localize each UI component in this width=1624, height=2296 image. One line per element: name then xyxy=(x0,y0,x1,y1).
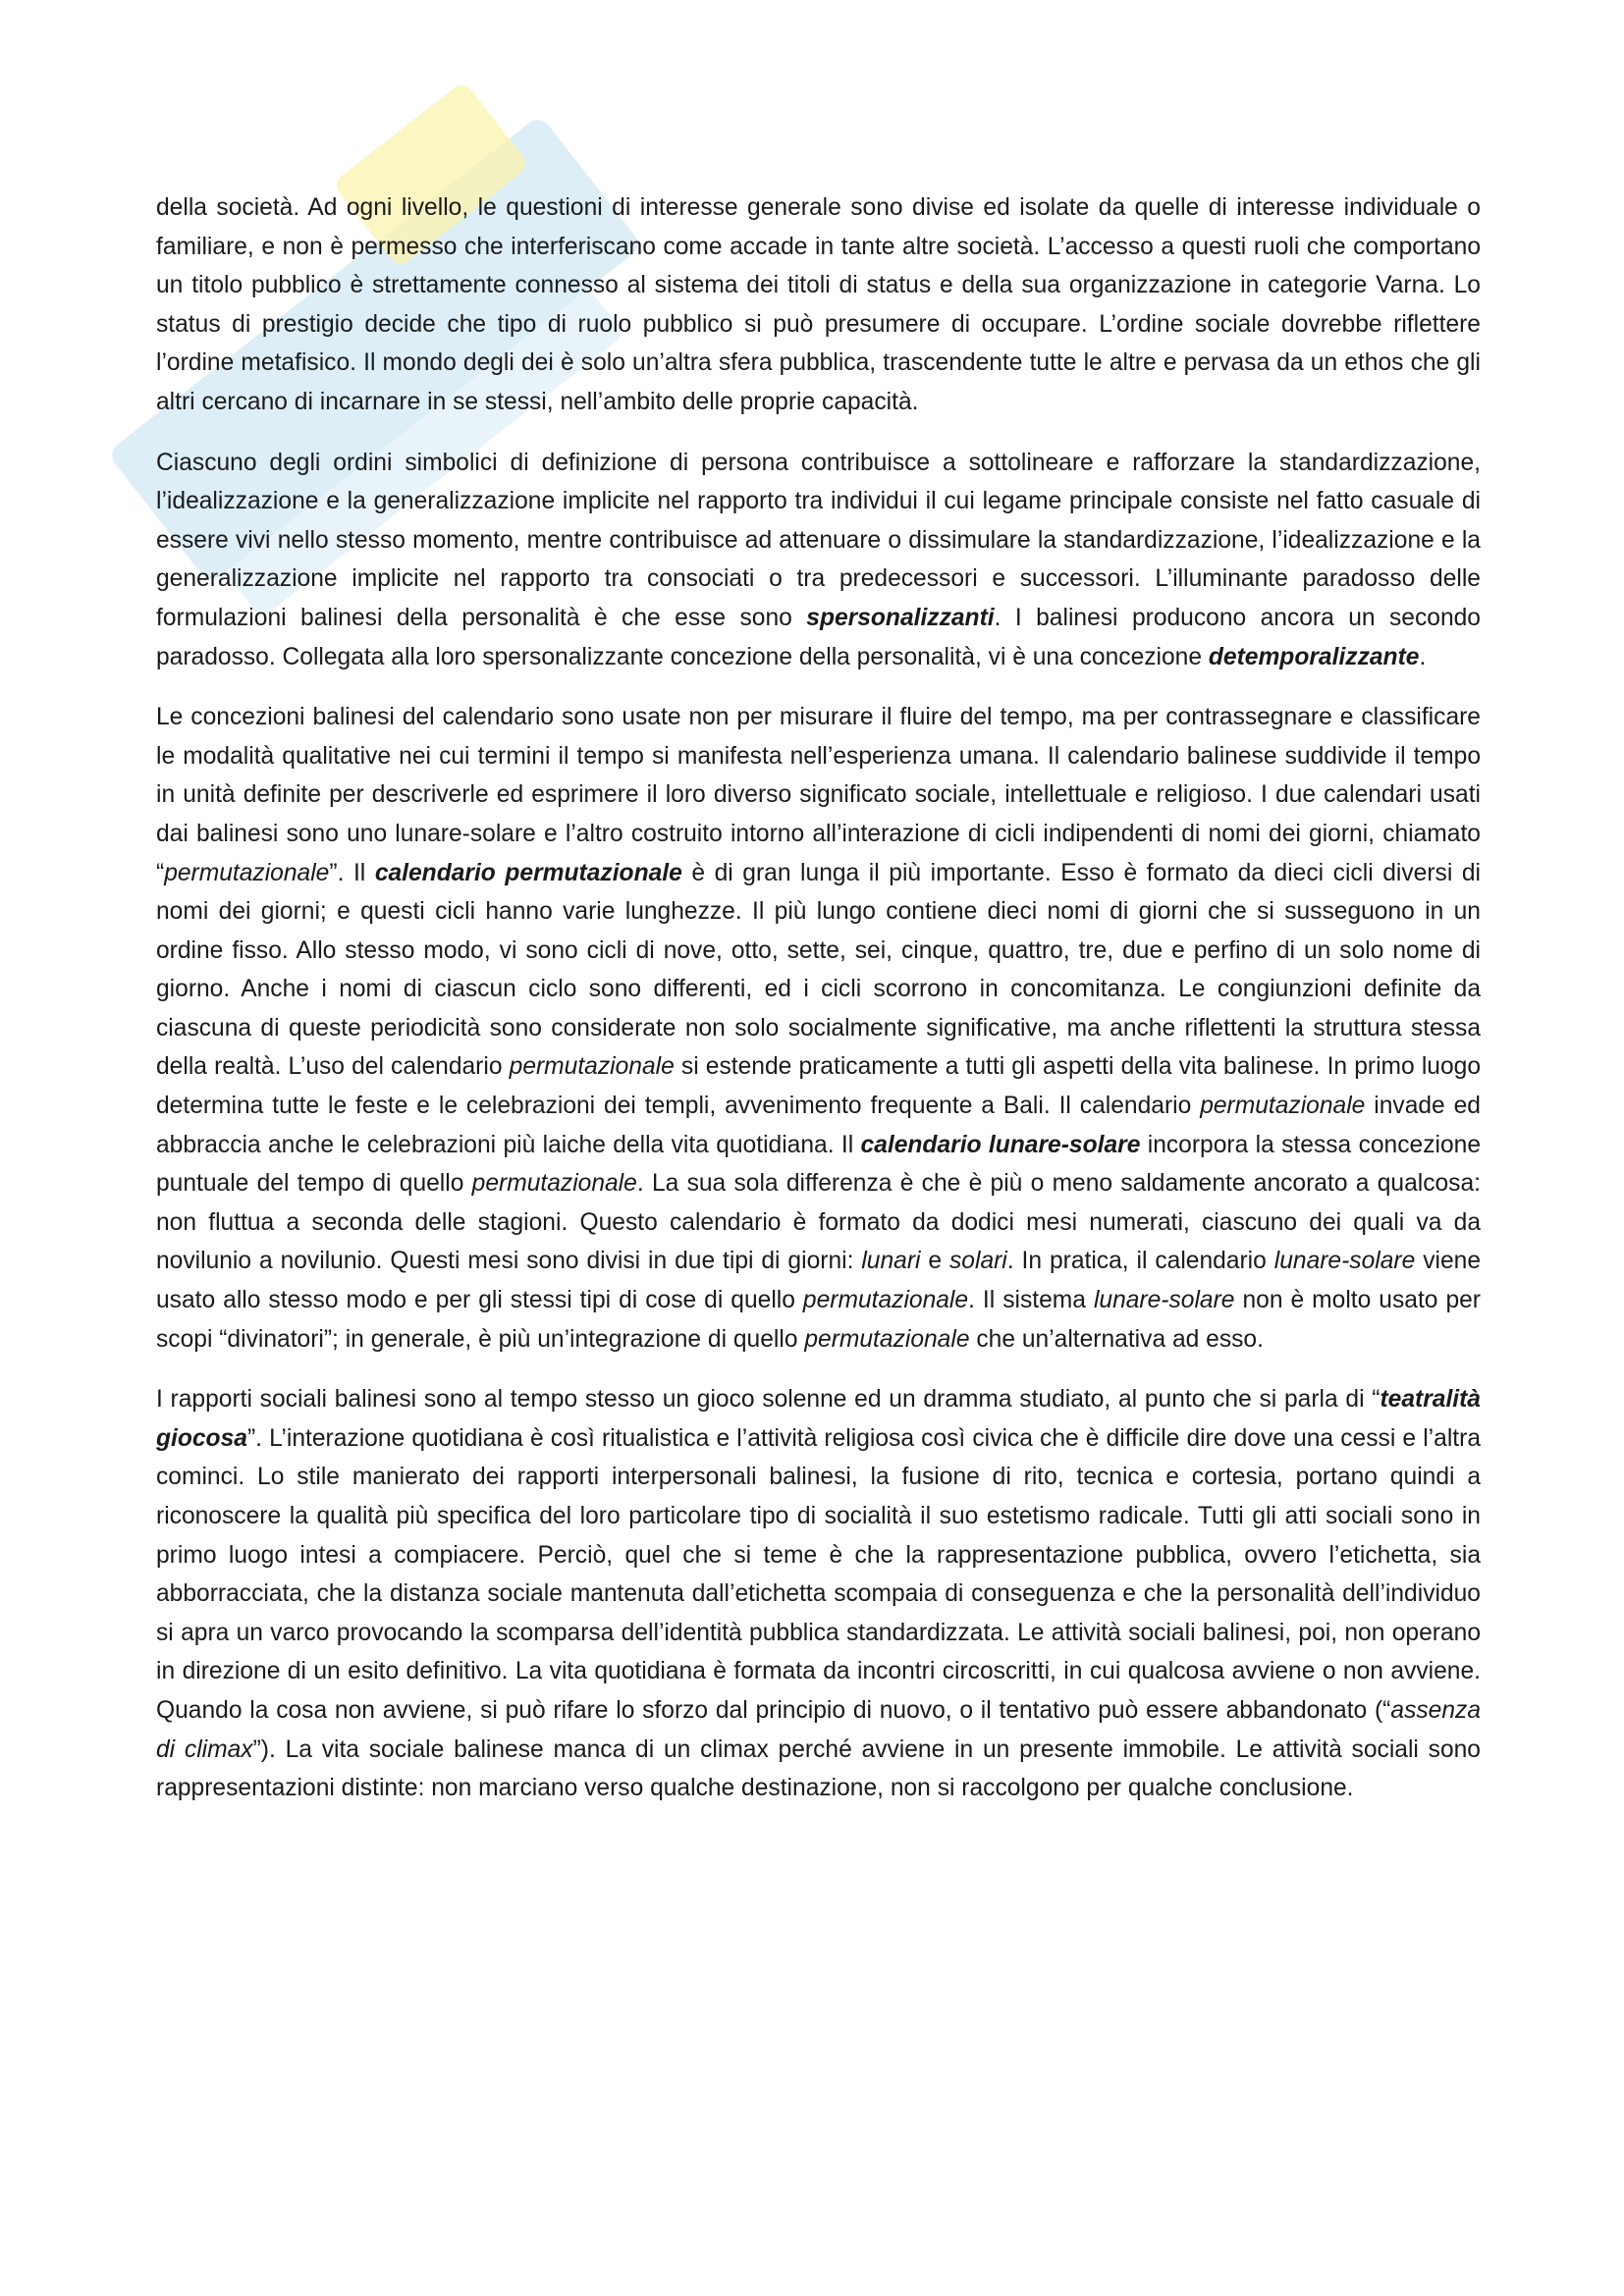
text-run: ”). La vita sociale balinese manca di un climax perché avviene in un presente immobile. Le attività sociali sono rappresentazioni distinte: non marciano verso qualche destinazione, non si raccolgono per qualche conclusione. xyxy=(156,1735,1481,1802)
italic-term: assenza di climax xyxy=(156,1696,1481,1763)
paragraph xyxy=(156,444,1481,677)
emphasized-term: spersonalizzanti xyxy=(806,604,995,631)
text-run: e xyxy=(920,1248,949,1275)
italic-term: permutazionale xyxy=(802,1287,969,1314)
text-run: della società. Ad ogni livello, le questioni di interesse generale sono divise ed isolate da quelle di interesse individuale o familiare, e non è permesso che interferiscano come accade in tante altre società. L’accesso a questi ruoli che comportano un titolo pubblico è strettamente connesso al sistema dei titoli di status e della sua organizzazione in categorie Varna. Lo status di prestigio decide che tipo di ruolo pubblico si può presumere di occupare. L’ordine sociale dovrebbe riflettere l’ordine metafisico. Il mondo degli dei è solo un’altra sfera pubblica, trascendente tutte le altre e pervasa da un ethos che gli altri cercano di incarnare in se stessi, nell’ambito delle proprie capacità. xyxy=(156,194,1481,415)
text-run: ”. L’interazione quotidiana è così ritualistica e l’attività religiosa così civica che è difficile dire dove una cessi e l’altra cominci. Lo stile manierato dei rapporti interpersonali balinesi, la fusione di rito, tecnica e cortesia, portano quindi a riconoscere la qualità più specifica del loro particolare tipo di socialità il suo estetismo radicale. Tutti gli atti sociali sono in primo luogo intesi a compiacere. Perciò, quel che si teme è che la rappresentazione pubblica, ovvero l’etichetta, sia abborracciata, che la distanza sociale mantenuta dall’etichetta scompaia di conseguenza e che la personalità dell’individuo si apra un varco provocando la scomparsa dell’identità pubblica standardizzata. Le attività sociali balinesi, poi, non operano in direzione di un esito definitivo. La vita quotidiana è formata da incontri circoscritti, in cui qualcosa avviene o non avviene. Quando la cosa non avviene, si può rifare lo sforzo dal principio di nuovo, o il tentativo può essere abbandonato (“ xyxy=(156,1424,1481,1724)
text-run: . In pratica, il calendario xyxy=(1006,1248,1274,1275)
emphasized-term: teatralità giocosa xyxy=(156,1386,1481,1452)
italic-term: permutazionale xyxy=(471,1170,637,1198)
italic-term: lunare-solare xyxy=(1273,1248,1416,1275)
italic-term: permutazionale xyxy=(804,1325,970,1353)
document-page xyxy=(156,188,1481,1830)
text-run: Le concezioni balinesi del calendario sono usate non per misurare il fluire del tempo, ma per contrassegnare e classificare le modalità qualitative nei cui termini il tempo si manifesta nell’esperienza umana. Il calendario balinese suddivide il tempo in unità definite per descriverle ed esprimere il loro diverso significato sociale, intellettuale e religioso. I due calendari usati dai balinesi sono uno lunare-solare e l’altro costruito intorno all’interazione di cicli indipendenti di nomi dei giorni, chiamato “ xyxy=(156,704,1481,886)
italic-term: lunare-solare xyxy=(1093,1287,1235,1314)
paragraph xyxy=(156,188,1481,422)
text-run: incorpora la stessa concezione puntuale del tempo di quello xyxy=(156,1131,1481,1198)
text-run: che un’alternativa ad esso. xyxy=(969,1325,1264,1353)
text-run: . Il sistema xyxy=(968,1287,1094,1314)
text-run: Ciascuno degli ordini simbolici di definizione di persona contribuisce a sottolineare e rafforzare la standardizzazione, l’idealizzazione e la generalizzazione implicite nel rapporto tra individui il cui legame principale consiste nel fatto casuale di essere vivi nello stesso momento, mentre contribuisce ad attenuare o dissimulare la standardizzazione, l’idealizzazione e la generalizzazione implicite nel rapporto tra consociati o tra predecessori e successori. L’illuminante paradosso delle formulazioni balinesi della personalità è che esse sono xyxy=(156,449,1481,631)
text-run: . xyxy=(1419,643,1427,670)
paragraph xyxy=(156,1380,1481,1808)
italic-term: solari xyxy=(949,1248,1007,1275)
text-run: I rapporti sociali balinesi sono al tempo stesso un gioco solenne ed un dramma studiato, al punto che si parla di “ xyxy=(156,1386,1380,1414)
emphasized-term: calendario lunare-solare xyxy=(860,1131,1141,1158)
text-run: non è molto usato per scopi “divinatori”; in generale, è più un’integrazione di quello xyxy=(156,1287,1481,1353)
italic-term: lunari xyxy=(861,1248,921,1275)
text-run: . La sua sola differenza è che è più o meno saldamente ancorato a qualcosa: non fluttua a seconda delle stagioni. Questo calendario è formato da dodici mesi numerati, ciascuno dei quali va da novilunio a novilunio. Questi mesi sono divisi in due tipi di giorni: xyxy=(156,1170,1481,1275)
emphasized-term: calendario permutazionale xyxy=(374,859,682,886)
text-run: invade ed abbraccia anche le celebrazioni più laiche della vita quotidiana. Il xyxy=(156,1093,1481,1158)
italic-term: permutazionale xyxy=(509,1053,675,1081)
text-run: si estende praticamente a tutti gli aspetti della vita balinese. In primo luogo determina tutte le feste e le celebrazioni dei templi, avvenimento frequente a Bali. Il calendario xyxy=(156,1053,1482,1120)
text-run: è di gran lunga il più importante. Esso è formato da dieci cicli diversi di nomi dei giorni; e questi cicli hanno varie lunghezze. Il più lungo contiene dieci nomi di giorni che si susseguono in un ordine fisso. Allo stesso modo, vi sono cicli di nove, otto, sette, sei, cinque, quattro, tre, due e perfino di un solo nome di giorno. Anche i nomi di ciascun ciclo sono differenti, ed i cicli scorrono in concomitanza. Le congiunzioni definite da ciascuna di queste periodicità sono considerate non solo socialmente significative, ma anche riflettenti la struttura stessa della realtà. L’uso del calendario xyxy=(156,859,1481,1081)
text-run: viene usato allo stesso modo e per gli stessi tipi di cose di quello xyxy=(156,1248,1482,1314)
italic-term: permutazionale xyxy=(1200,1093,1366,1120)
emphasized-term: detemporalizzante xyxy=(1208,643,1420,670)
paragraph xyxy=(156,698,1481,1359)
text-run: ”. Il xyxy=(329,859,375,886)
text-run: . I balinesi producono ancora un secondo paradosso. Collegata alla loro spersonalizzante concezione della personalità, vi è una concezione xyxy=(156,604,1481,670)
italic-term: permutazionale xyxy=(164,859,330,886)
